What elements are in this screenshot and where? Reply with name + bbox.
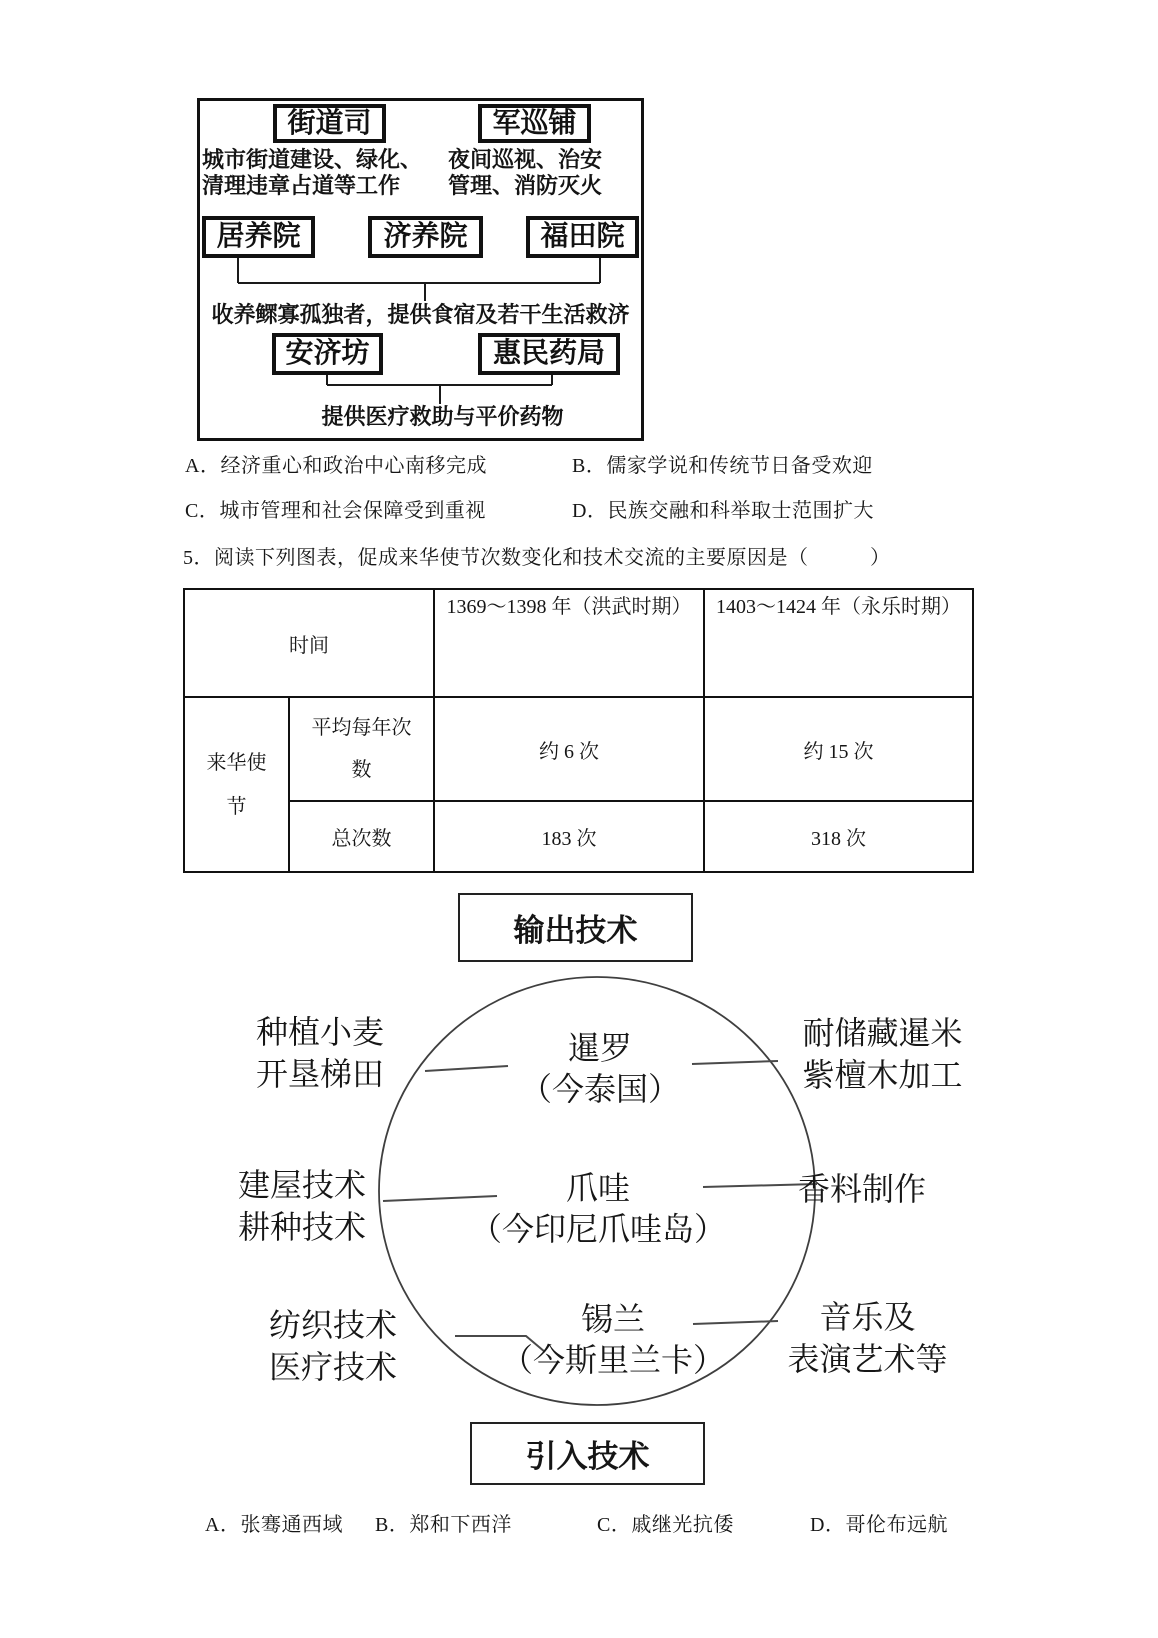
export-label-siam <box>240 1011 400 1095</box>
output-technology-box: 输出技术 <box>458 893 693 962</box>
table-header-yongle: 1403～1424 年（永乐时期） <box>704 589 973 697</box>
export-skill: 建屋技术 <box>237 1167 366 1203</box>
q4-option-b: B．儒家学说和传统节日备受欢迎 <box>572 455 873 477</box>
export-skill: 纺织技术 <box>268 1307 397 1343</box>
q5-option-d: D．哥伦布远航 <box>810 1514 948 1536</box>
song-governance-diagram <box>197 98 644 441</box>
row-label-average <box>289 697 434 801</box>
q4-option-c: C．城市管理和社会保障受到重视 <box>185 500 486 522</box>
q5-stem: 5．阅读下列图表，促成来华使节次数变化和技术交流的主要原因是（ ） <box>183 547 891 569</box>
box-military-patrol: 军巡铺 <box>478 104 591 143</box>
medical-caption: 提供医疗救助与平价药物 <box>321 404 564 429</box>
box-juyang-home: 居养院 <box>202 216 315 258</box>
country-java <box>398 1168 798 1250</box>
table-header-hongwu: 1369～1398 年（洪武时期） <box>434 589 704 697</box>
welfare-caption: 收养鳏寡孤独者，提供食宿及若干生活救济 <box>211 302 630 327</box>
import-skill: 香料制作 <box>798 1171 927 1207</box>
cell-total-yongle: 318 次 <box>704 801 973 872</box>
box-jiyang-home: 济养院 <box>368 216 483 258</box>
cell-total-hongwu: 183 次 <box>434 801 704 872</box>
country-name: 暹罗 <box>567 1030 632 1066</box>
import-skill: 紫檀木加工 <box>802 1057 963 1093</box>
import-skill: 音乐及 <box>819 1299 916 1335</box>
cell-average-hongwu: 约 6 次 <box>434 697 704 801</box>
q5-option-a: A．张骞通西域 <box>205 1514 343 1536</box>
import-label-siam <box>800 1012 965 1096</box>
export-label-ceylon <box>253 1304 413 1388</box>
box-anjifang: 安济坊 <box>272 333 383 375</box>
street-office-duties: 城市街道建设、绿化、清理违章占道等工作 <box>202 147 423 198</box>
q4-option-d: D．民族交融和科举取士范围扩大 <box>572 500 874 522</box>
export-skill: 种植小麦 <box>255 1014 384 1050</box>
import-skill: 表演艺术等 <box>787 1341 948 1377</box>
export-skill: 医疗技术 <box>268 1349 397 1385</box>
country-siam <box>400 1028 800 1110</box>
box-huimin-pharmacy: 惠民药局 <box>478 333 620 375</box>
q4-option-a: A．经济重心和政治中心南移完成 <box>185 455 487 477</box>
rowgroup-label: 来华使节 <box>206 751 267 818</box>
country-name: 锡兰 <box>580 1301 645 1337</box>
country-modern-name: （今斯里兰卡） <box>500 1342 725 1378</box>
table-corner-header: 时间 <box>184 589 434 697</box>
box-futian-home: 福田院 <box>526 216 639 258</box>
country-modern-name: （今泰国） <box>519 1071 680 1107</box>
row-label-total: 总次数 <box>289 801 434 872</box>
row-label-text: 平均每年次数 <box>311 717 412 781</box>
country-ceylon <box>413 1299 813 1381</box>
import-skill: 耐储藏暹米 <box>802 1015 963 1051</box>
cell-average-yongle: 约 15 次 <box>704 697 973 801</box>
envoy-table <box>183 588 974 873</box>
country-name: 爪哇 <box>565 1170 630 1206</box>
import-label-ceylon <box>785 1296 950 1380</box>
q5-option-b: B．郑和下西洋 <box>375 1514 512 1536</box>
table-rowgroup-envoys <box>184 697 289 872</box>
export-label-java <box>222 1164 382 1248</box>
import-label-java <box>798 1168 963 1210</box>
q5-option-c: C．戚继光抗倭 <box>597 1514 734 1536</box>
export-skill: 耕种技术 <box>237 1209 366 1245</box>
export-skill: 开垦梯田 <box>255 1056 384 1092</box>
box-street-office: 街道司 <box>273 104 386 143</box>
military-patrol-duties: 夜间巡视、治安管理、消防灭火 <box>448 147 603 198</box>
input-technology-box: 引入技术 <box>470 1422 705 1485</box>
country-modern-name: （今印尼爪哇岛） <box>469 1211 726 1247</box>
